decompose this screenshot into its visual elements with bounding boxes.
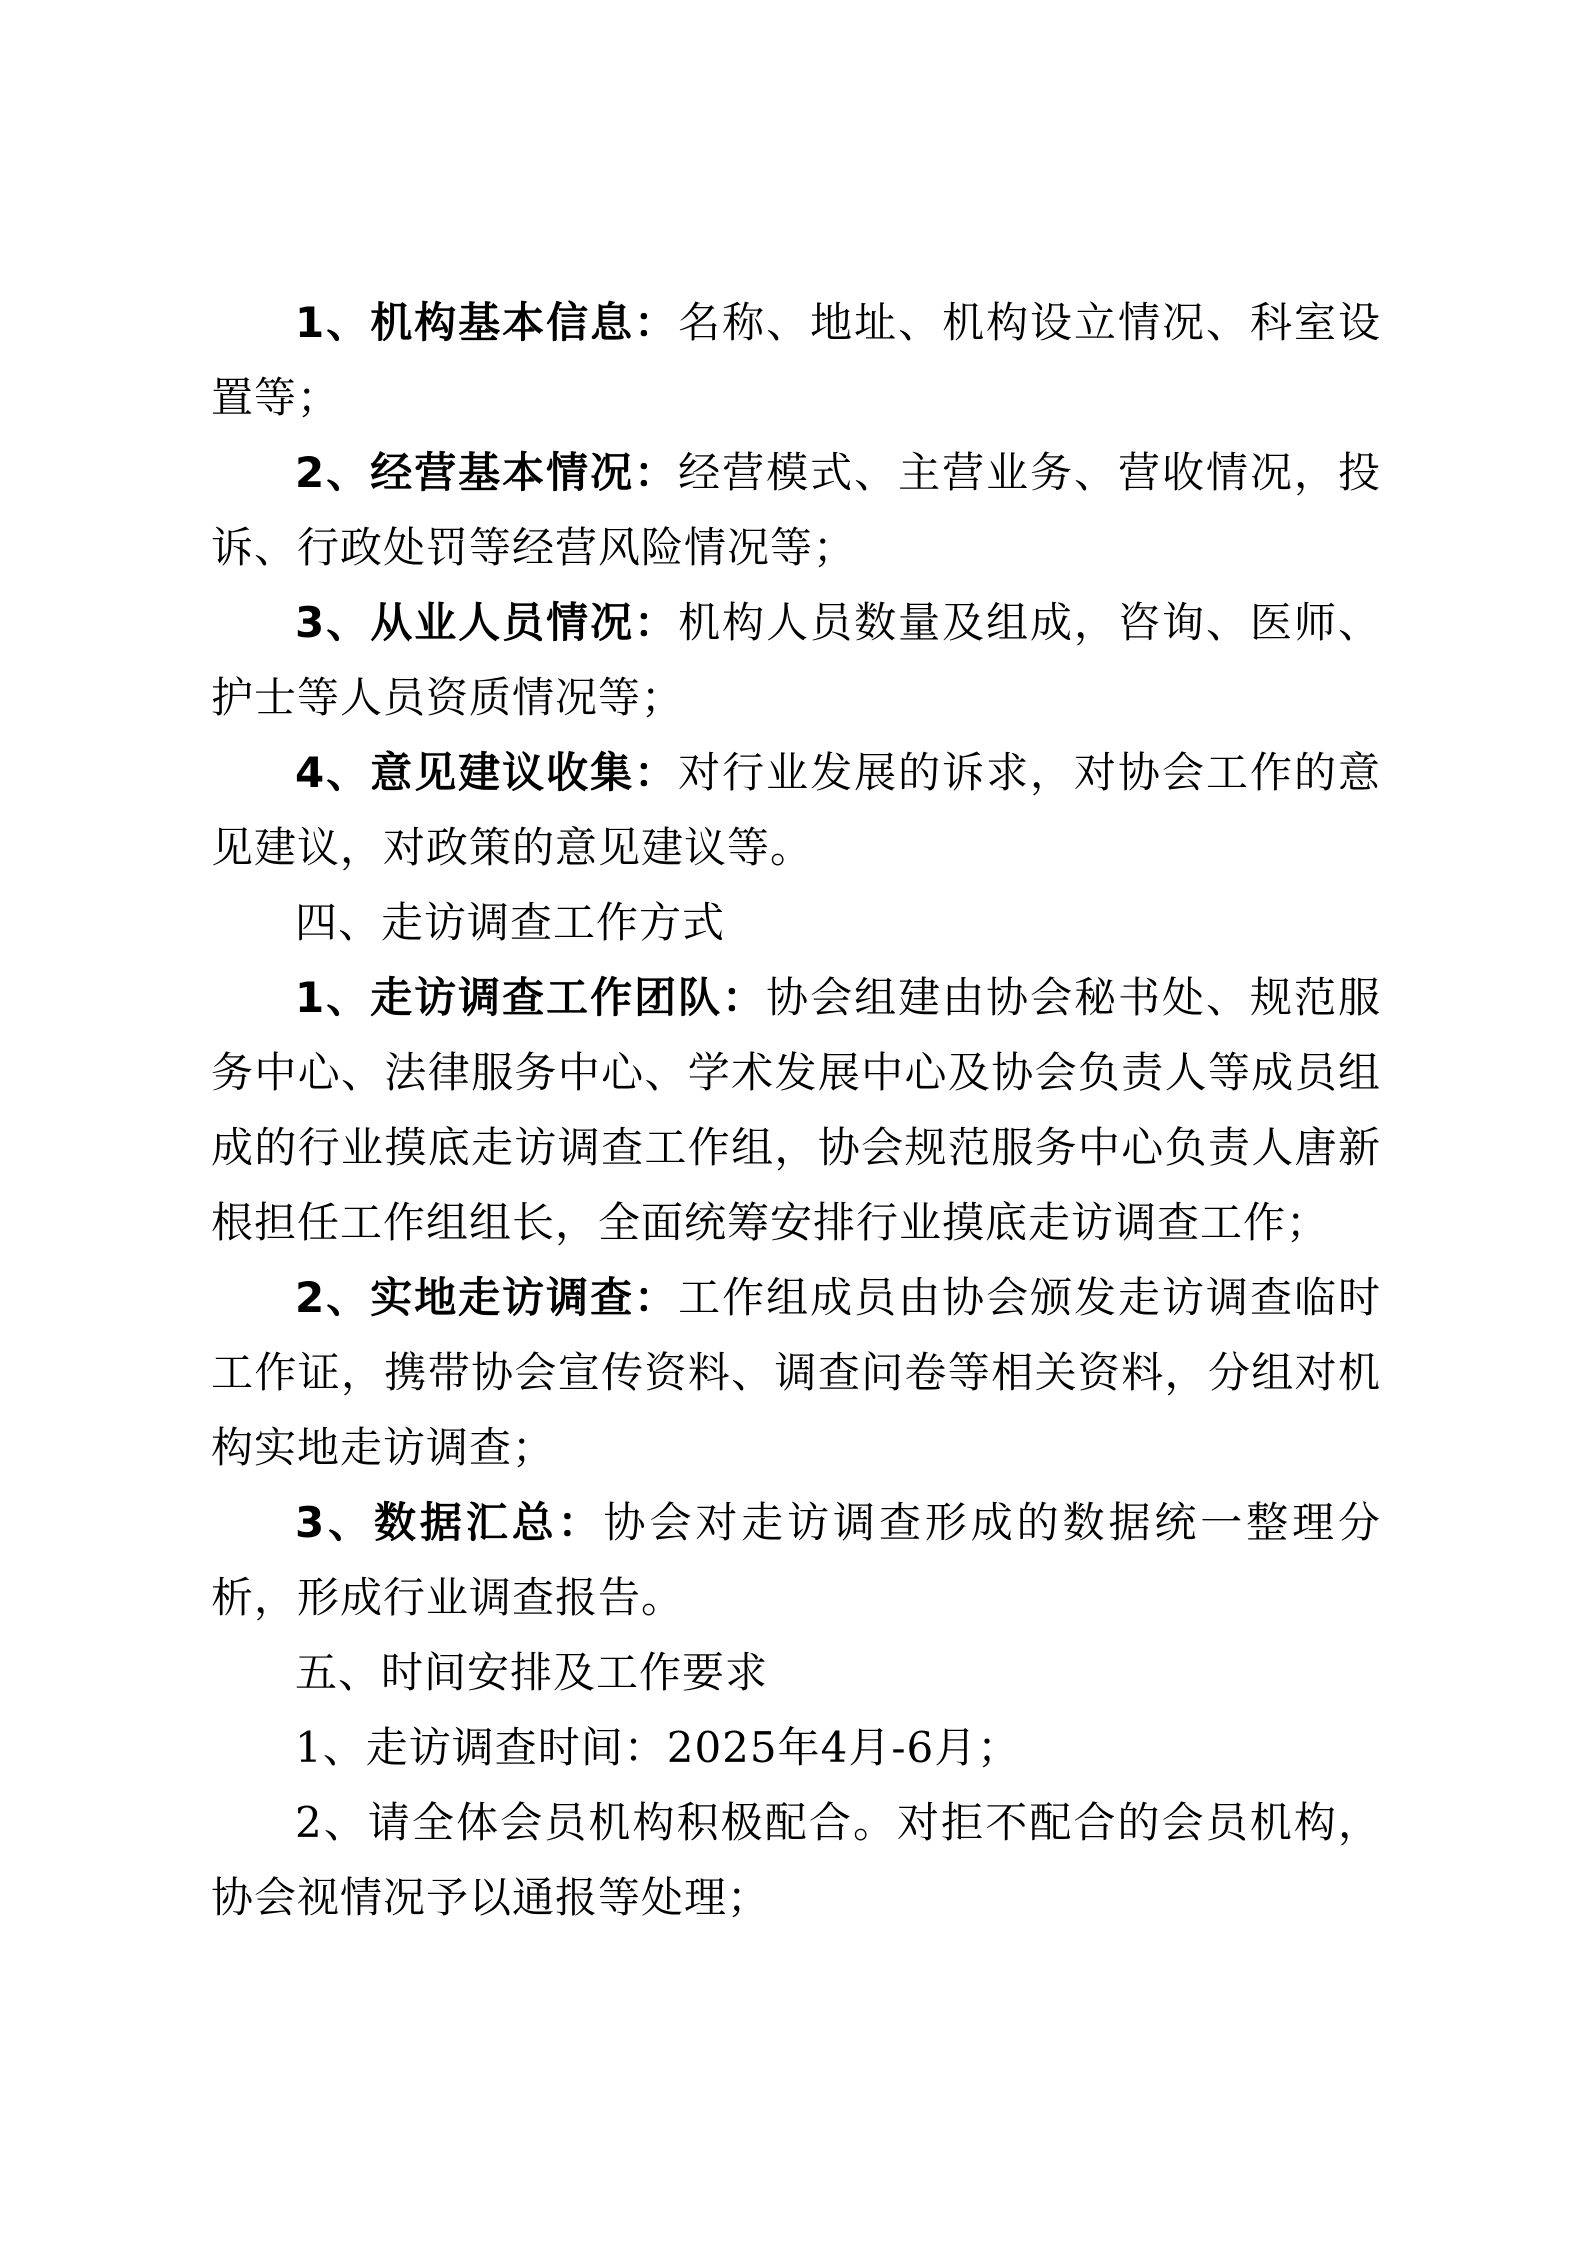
item-text: 协会对走访调查形成的数据统一整理分析，形成行业调查报告。 (211, 1498, 1381, 1622)
method-item-field-visit (211, 1260, 1381, 1485)
item-lead: 3、从业人员情况： (295, 598, 679, 647)
item-lead: 2、实地走访调查： (295, 1273, 679, 1322)
section-heading-schedule: 五、时间安排及工作要求 (295, 1648, 769, 1697)
item-lead: 1、走访调查工作团队： (295, 973, 767, 1022)
item-lead: 2、经营基本情况： (295, 448, 679, 497)
item-text: 对行业发展的诉求，对协会工作的意见建议，对政策的意见建议等。 (211, 748, 1381, 872)
info-item-staff (211, 585, 1381, 735)
method-item-data-summary (211, 1485, 1381, 1635)
item-text: 经营模式、主营业务、营收情况，投诉、行政处罚等经营风险情况等； (211, 448, 1381, 572)
schedule-item-time: 1、走访调查时间：2025年4月-6月； (295, 1723, 1021, 1772)
item-text: 协会组建由协会秘书处、规范服务中心、法律服务中心、学术发展中心及协会负责人等成员组成的行业摸底走访调查工作组，协会规范服务中心负责人唐新根担任工作组组长，全面统筹安排行业摸底走访调查工作； (211, 973, 1381, 1247)
method-item-team (211, 960, 1381, 1260)
info-item-operation (211, 435, 1381, 585)
schedule-item-cooperation: 2、请全体会员机构积极配合。对拒不配合的会员机构，协会视情况予以通报等处理； (211, 1798, 1381, 1922)
info-item-basic (211, 285, 1381, 435)
item-lead: 1、机构基本信息： (295, 298, 679, 347)
item-lead: 4、意见建议收集： (295, 748, 679, 797)
item-text: 机构人员数量及组成，咨询、医师、护士等人员资质情况等； (211, 598, 1381, 722)
section-heading-methods: 四、走访调查工作方式 (295, 898, 726, 947)
item-lead: 3、数据汇总： (295, 1498, 604, 1547)
document-body (211, 285, 1381, 1935)
info-item-opinions (211, 735, 1381, 885)
item-text: 名称、地址、机构设立情况、科室设置等； (211, 298, 1381, 422)
item-text: 工作组成员由协会颁发走访调查临时工作证，携带协会宣传资料、调查问卷等相关资料，分组对机构实地走访调查； (211, 1273, 1381, 1472)
